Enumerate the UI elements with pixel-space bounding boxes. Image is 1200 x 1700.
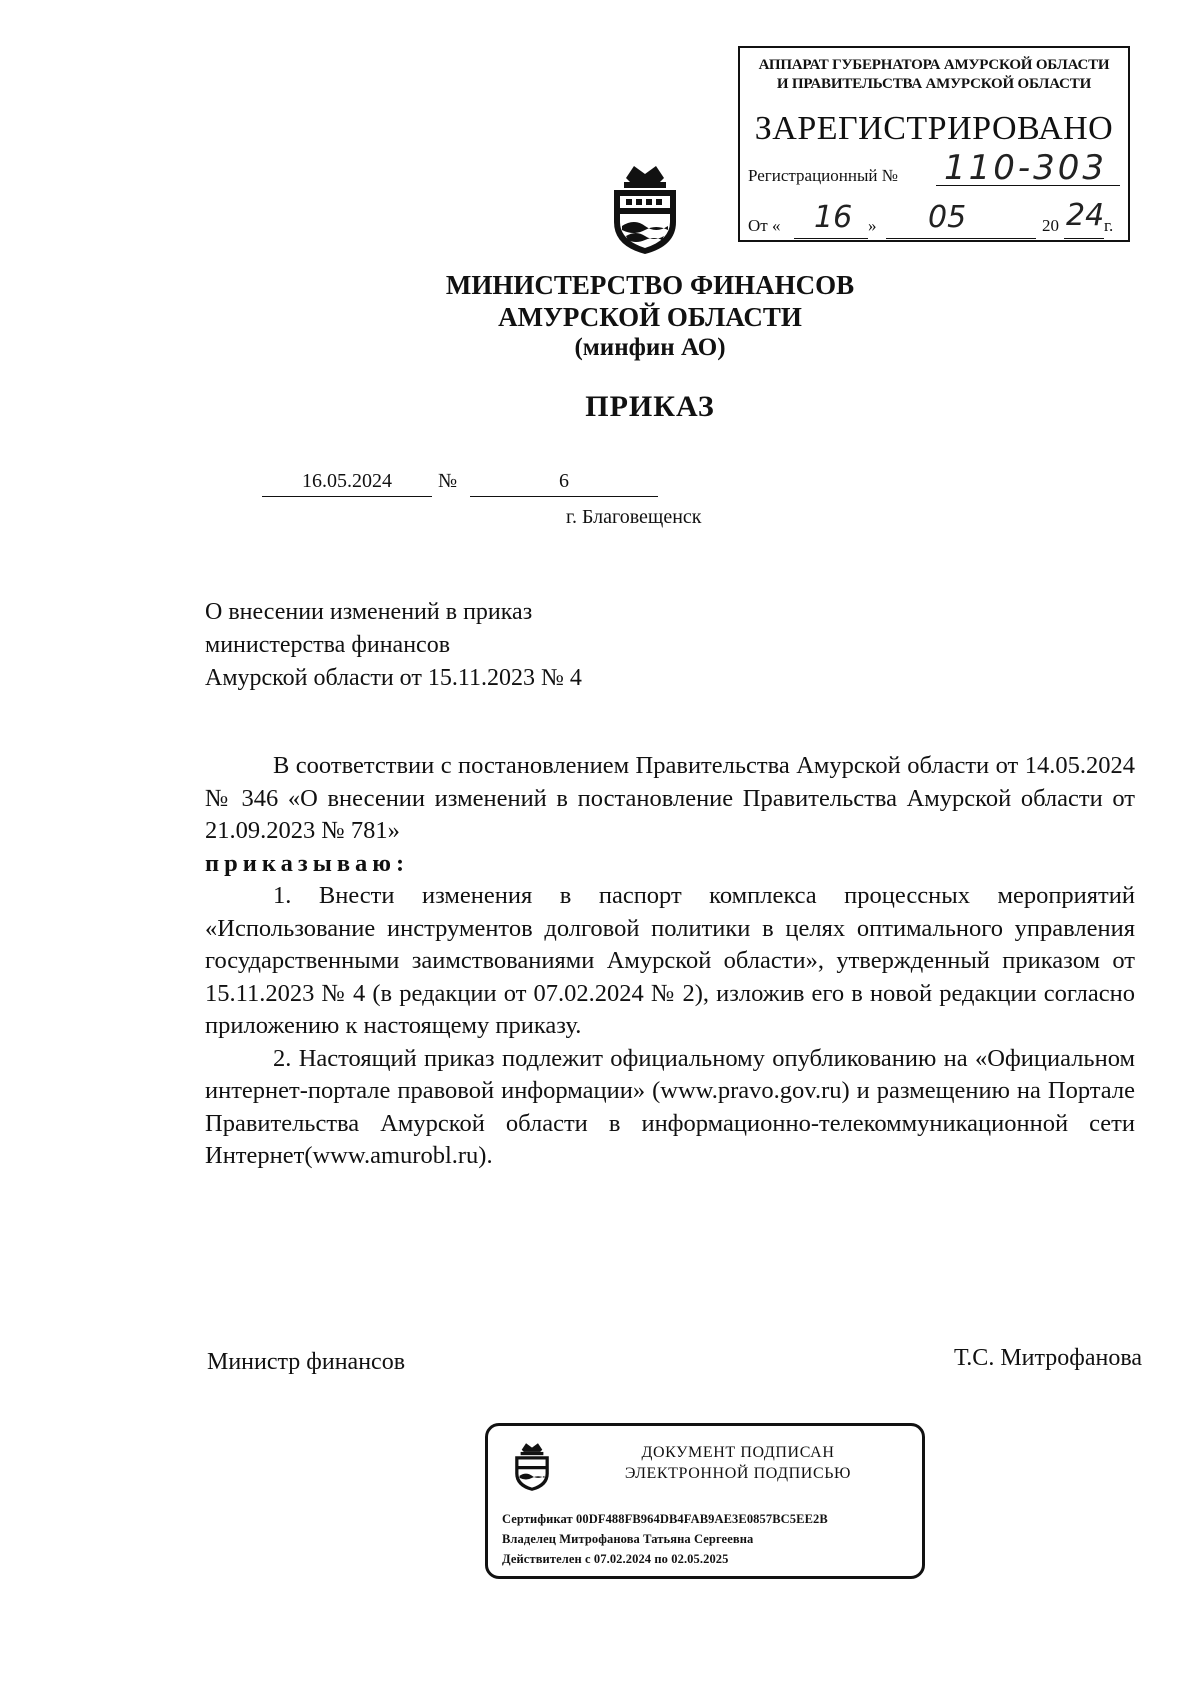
document-type: ПРИКАЗ [585, 390, 715, 423]
esign-title [568, 1442, 908, 1484]
signatory-role: Министр финансов [207, 1349, 406, 1375]
order-item-1: 1. Внести изменения в паспорт комплекса процессных мероприятий «Использование инструментов долговой политики в целях оптимального управления государственными заимствованиями Амурской области», утвержденный приказом от 15.11.2023 № 4 (в редакции от 07.02.2024 № 2), изложив его в новой редакции согласно приложению к настоящему приказу. [205, 882, 1135, 1039]
stamp-date-month: 05 [928, 200, 967, 235]
ministry-name-line2: АМУРСКОЙ ОБЛАСТИ [498, 302, 802, 332]
stamp-org-line1: АППАРАТ ГУБЕРНАТОРА АМУРСКОЙ ОБЛАСТИ [758, 57, 1110, 73]
stamp-date-quote: » [868, 216, 877, 235]
order-item-2: 2. Настоящий приказ подлежит официальному опубликованию на «Официальном интернет-портале правовой информации» (www.pravo.gov.ru) и размещению на Портале Правительства Амурской области в информационно-телекоммуникационной сети Интернет(www.amurobl.ru). [205, 1044, 1135, 1169]
order-number-label: № [438, 470, 458, 492]
signatory-name: Т.С. Митрофанова [954, 1345, 1142, 1371]
order-date: 16.05.2024 [262, 470, 432, 497]
esign-emblem-icon [510, 1440, 554, 1492]
esign-validity: Действителен с 07.02.2024 по 02.05.2025 [502, 1552, 729, 1566]
subject-line: Амурской области от 15.11.2023 № 4 [205, 665, 582, 691]
esign-title-line2: ЭЛЕКТРОННОЙ ПОДПИСЬЮ [624, 1465, 852, 1482]
stamp-date-year-suffix: 24 [1066, 198, 1105, 233]
stamp-date-day: 16 [814, 200, 853, 235]
ministry-short-name: (минфин АО) [574, 334, 726, 361]
order-subject [205, 596, 725, 695]
stamp-date-year-end: г. [1104, 216, 1114, 235]
stamp-date-year-prefix: 20 [1042, 216, 1059, 235]
stamp-number-value: 110-303 [936, 148, 1120, 186]
stamp-org-line2: И ПРАВИТЕЛЬСТВА АМУРСКОЙ ОБЛАСТИ [776, 76, 1092, 92]
order-number: 6 [470, 470, 658, 497]
subject-line: министерства финансов [205, 632, 451, 658]
esign-owner: Владелец Митрофанова Татьяна Сергеевна [502, 1532, 754, 1546]
esign-title-line1: ДОКУМЕНТ ПОДПИСАН [641, 1444, 835, 1461]
coat-of-arms-emblem [606, 160, 684, 256]
stamp-date-label: От « [748, 216, 781, 235]
city: г. Благовещенск [566, 506, 702, 528]
order-word: приказываю: [205, 849, 410, 877]
ministry-name-line1: МИНИСТЕРСТВО ФИНАНСОВ [445, 270, 855, 300]
stamp-number-label: Регистрационный № [748, 166, 898, 185]
stamp-title: ЗАРЕГИСТРИРОВАНО [754, 110, 1114, 147]
preamble: В соответствии с постановлением Правительства Амурской области от 14.05.2024 № 346 «О внесении изменений в постановление Правительства Амурской области от 21.09.2023 № 781» [205, 752, 1135, 844]
order-body [205, 750, 1135, 1173]
registration-stamp [738, 46, 1130, 242]
subject-line: О внесении изменений в приказ [205, 599, 533, 625]
esign-certificate: Сертификат 00DF488FB964DB4FAB9AE3E0857BC5EE2B [502, 1512, 828, 1526]
electronic-signature-stamp [485, 1423, 925, 1579]
